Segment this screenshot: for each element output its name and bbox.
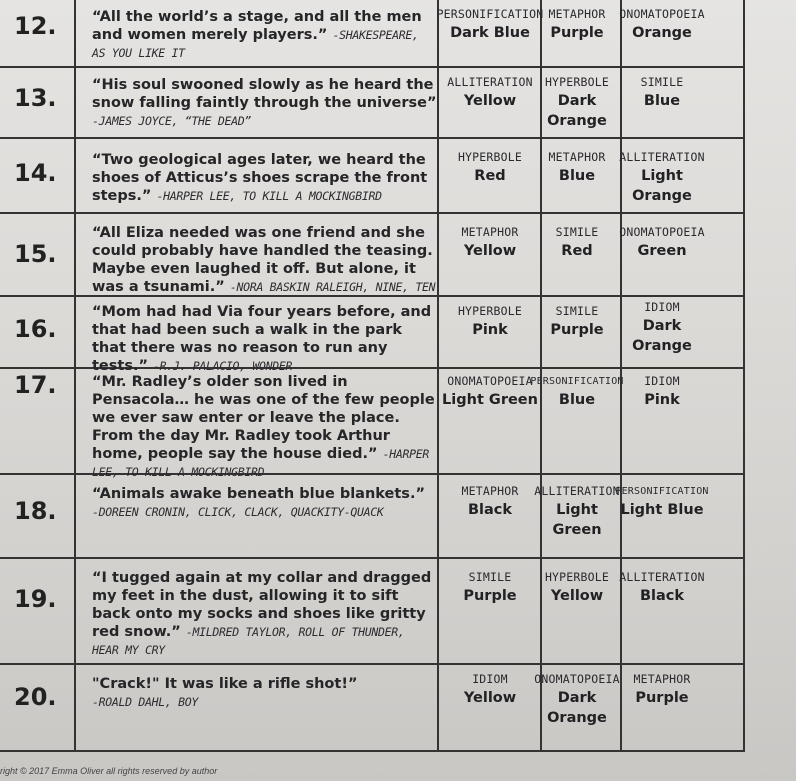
question-number: 12. [14,12,57,40]
color-label: Light Blue [620,502,704,518]
quote: “All Eliza needed was one friend and she could probably have handled the teasing. Maybe even laughed it off. But alone, it was a tsunami.” [92,225,433,295]
device-label: ONOMATOPOEIA [619,225,705,239]
question-number: 15. [14,240,57,268]
answer-choice[interactable] [597,671,727,708]
color-label: Orange [632,25,692,41]
question-number: 20. [14,683,57,711]
color-label: Pink [644,392,680,408]
device-label: HYPERBOLE [457,304,523,318]
device-label: SIMILE [555,304,599,318]
color-label: Yellow [550,588,604,604]
quote: “All the world’s a stage, and all the men and women merely players.” [92,9,422,43]
color-label: Orange [632,188,692,204]
quote: “I tugged again at my collar and dragged my feet in the dust, allowing it to sift back onto my socks and shoes like gritty red snow.” [92,570,432,640]
device-label: IDIOM [644,300,680,314]
quote-text [92,8,437,62]
color-label: Blue [643,93,681,109]
color-label: Red [474,168,506,184]
answer-choice[interactable] [597,373,727,410]
color-label: Light [556,502,598,518]
quote-source: -DOREEN CRONIN, CLICK, CLACK, QUACKITY-QUACK [92,505,384,519]
device-label: PERSONIFICATION [530,376,624,387]
answer-choice[interactable] [597,74,727,111]
quote: “His soul swooned slowly as he heard the snow falling faintly through the universe” [92,77,437,111]
device-label: SIMILE [468,570,512,584]
answer-choice[interactable] [597,569,727,606]
quote-source: -R.J. PALACIO, WONDER [153,359,293,373]
device-label: IDIOM [472,672,508,686]
device-label: SIMILE [640,75,684,89]
color-label: Purple [550,25,604,41]
color-label: Blue [558,392,596,408]
answer-choice[interactable] [597,483,727,520]
quote-source: -NORA BASKIN RALEIGH, NINE, TEN [229,280,436,294]
quote: “Two geological ages later, we heard the shoes of Atticus’s shoes scrape the front steps.” [92,152,428,204]
color-label: Black [639,588,685,604]
device-label: ONOMATOPOEIA [447,374,533,388]
quote: “Mom had had Via four years before, and that had been such a walk in the park that there was no reason to run any tests.” [92,304,432,374]
device-label: METAPHOR [461,484,519,498]
color-label: Blue [558,168,596,184]
quote-text [92,151,437,205]
quote-source: -HARPER LEE, TO KILL A MOCKINGBIRD [92,447,429,479]
device-label: PERSONIFICATION [436,7,544,21]
question-number: 17. [14,371,57,399]
device-label: METAPHOR [633,672,691,686]
answer-choice[interactable] [597,299,727,356]
device-label: ALLITERATION [619,570,705,584]
color-label: Light [641,168,683,184]
quote-text [92,485,437,521]
color-label: Dark Blue [450,25,530,41]
row-divider [0,137,745,139]
color-label: Light Green [442,392,538,408]
device-label: ONOMATOPOEIA [534,672,620,686]
quote-text [92,569,437,659]
table-bottom-border [0,750,745,752]
color-label: Black [467,502,513,518]
question-number: 13. [14,84,57,112]
color-label: Purple [550,322,604,338]
row-divider [0,557,745,559]
device-label: SIMILE [555,225,599,239]
quote-text [92,303,437,375]
row-divider [0,663,745,665]
quote-text [92,675,437,711]
color-label: Purple [463,588,517,604]
color-label: Orange [547,710,607,726]
quote: “Animals awake beneath blue blankets.” [92,486,425,502]
answer-choice[interactable] [597,149,727,206]
device-label: METAPHOR [461,225,519,239]
answer-choice[interactable] [597,224,727,261]
quote-text [92,373,437,481]
color-label: Orange [632,338,692,354]
device-label: HYPERBOLE [457,150,523,164]
quote-source: -JAMES JOYCE, “THE DEAD” [92,114,251,128]
copyright-notice: right © 2017 Emma Oliver all rights reserved by author [0,766,218,776]
question-number: 19. [14,585,57,613]
color-label: Orange [547,113,607,129]
quote-source: -MILDRED TAYLOR, ROLL OF THUNDER, HEAR MY CRY [92,625,405,657]
quote: "Crack!" It was like a rifle shot!” [92,676,358,692]
device-label: METAPHOR [548,7,606,21]
color-label: Dark [557,690,597,706]
row-divider [0,66,745,68]
quote-source: -ROALD DAHL, BOY [92,695,198,709]
device-label: IDIOM [644,374,680,388]
device-label: ALLITERATION [447,75,533,89]
device-label: METAPHOR [548,150,606,164]
color-label: Dark [557,93,597,109]
color-label: Yellow [463,690,517,706]
device-label: ALLITERATION [619,150,705,164]
color-label: Pink [472,322,508,338]
question-number: 14. [14,159,57,187]
device-label: HYPERBOLE [544,75,610,89]
device-label: HYPERBOLE [544,570,610,584]
color-label: Yellow [463,243,517,259]
quote: “Mr. Radley’s older son lived in Pensacola… he was one of the few people we ever saw enter or leave the place. From the day Mr. Radley took Arthur home, people say the house died.” [92,374,435,462]
color-label: Dark [642,318,682,334]
device-label: ALLITERATION [534,484,620,498]
row-divider [0,212,745,214]
color-label: Red [561,243,593,259]
answer-choice[interactable] [597,6,727,43]
color-label: Green [637,243,687,259]
question-number: 18. [14,497,57,525]
quote-text [92,224,437,296]
color-label: Yellow [463,93,517,109]
device-label: ONOMATOPOEIA [619,7,705,21]
color-label: Purple [635,690,689,706]
table-left-border [74,0,76,752]
quote-source: -HARPER LEE, TO KILL A MOCKINGBIRD [156,189,382,203]
device-label: PERSONIFICATION [615,486,709,497]
quote-text [92,76,437,130]
quote-source: -SHAKESPEARE, AS YOU LIKE IT [92,28,419,60]
table-right-border [743,0,745,752]
color-label: Green [552,522,602,538]
question-number: 16. [14,315,57,343]
